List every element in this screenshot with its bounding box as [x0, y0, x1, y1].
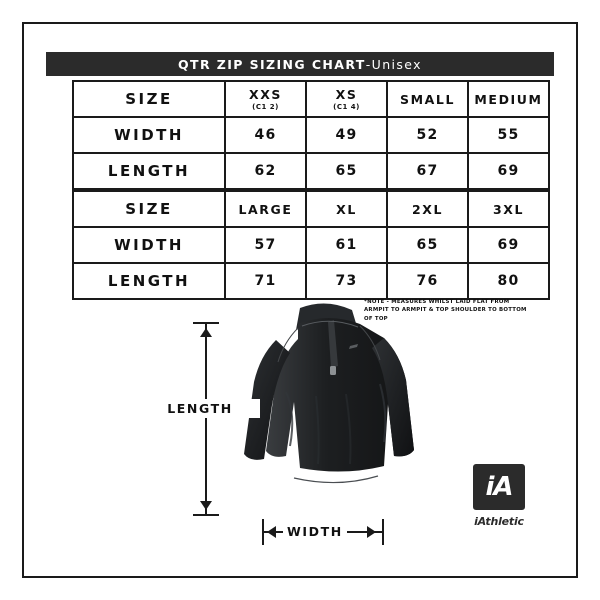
table-cell: LARGE	[225, 191, 306, 227]
table-cell	[306, 81, 387, 117]
size-table-small	[72, 80, 550, 190]
table-cell: 61	[306, 227, 387, 263]
table-cell: 65	[387, 227, 468, 263]
length-guide-label: LENGTH	[140, 399, 260, 418]
brand-mark-icon	[473, 464, 525, 510]
chart-title-sub: Unisex	[371, 56, 422, 72]
row-label: WIDTH	[73, 117, 225, 153]
size-table-large	[72, 190, 550, 300]
brand-mark-text: iA	[485, 472, 513, 502]
chart-title-main: QTR ZIP SIZING CHART	[178, 56, 366, 72]
row-label: SIZE	[73, 191, 225, 227]
table-row	[73, 191, 549, 227]
row-label: LENGTH	[73, 263, 225, 299]
table-row	[73, 81, 549, 117]
cell-value: XXS	[248, 87, 283, 102]
width-arrow-left-icon	[267, 526, 276, 538]
width-guide-label: WIDTH	[283, 524, 347, 539]
measurement-note: *NOTE - MEASURES WHILST LAID FLAT FROM ARMPIT TO ARMPIT & TOP SHOULDER TO BOTTOM OF TOP	[364, 299, 527, 322]
table-cell: 65	[306, 153, 387, 189]
table-cell: 46	[225, 117, 306, 153]
table-cell: 76	[387, 263, 468, 299]
width-arrow-right-icon	[367, 526, 376, 538]
table-cell: 2XL	[387, 191, 468, 227]
table-cell: 52	[387, 117, 468, 153]
brand-logo	[456, 460, 542, 532]
row-label: WIDTH	[73, 227, 225, 263]
table-row	[73, 117, 549, 153]
table-cell: 71	[225, 263, 306, 299]
table-cell: 57	[225, 227, 306, 263]
table-cell: 3XL	[468, 191, 549, 227]
cell-subvalue: (C1 4)	[333, 103, 360, 111]
table-cell: SMALL	[387, 81, 468, 117]
cell-subvalue: (C1 2)	[252, 103, 279, 111]
length-arrow-down-icon	[200, 501, 212, 510]
table-cell: XL	[306, 191, 387, 227]
quarter-zip-garment-illustration	[238, 300, 428, 532]
chart-title-banner	[46, 52, 554, 76]
row-label: SIZE	[73, 81, 225, 117]
width-guide-cap-left	[262, 519, 264, 545]
length-guide-cap-bottom	[193, 514, 219, 516]
table-cell: 62	[225, 153, 306, 189]
cell-value: XS	[335, 87, 358, 102]
table-cell: 69	[468, 227, 549, 263]
length-arrow-up-icon	[200, 328, 212, 337]
table-cell: 55	[468, 117, 549, 153]
chart-title-separator: -	[365, 56, 372, 72]
table-row	[73, 227, 549, 263]
table-cell: 69	[468, 153, 549, 189]
table-cell: 67	[387, 153, 468, 189]
table-cell: MEDIUM	[468, 81, 549, 117]
table-cell: 73	[306, 263, 387, 299]
table-row	[73, 153, 549, 189]
table-cell: 49	[306, 117, 387, 153]
table-row	[73, 263, 549, 299]
table-cell	[225, 81, 306, 117]
length-guide-cap-top	[193, 322, 219, 324]
table-cell: 80	[468, 263, 549, 299]
width-guide-cap-right	[382, 519, 384, 545]
row-label: LENGTH	[73, 153, 225, 189]
length-guide-line	[205, 322, 207, 516]
brand-name: iAthletic	[474, 515, 524, 528]
